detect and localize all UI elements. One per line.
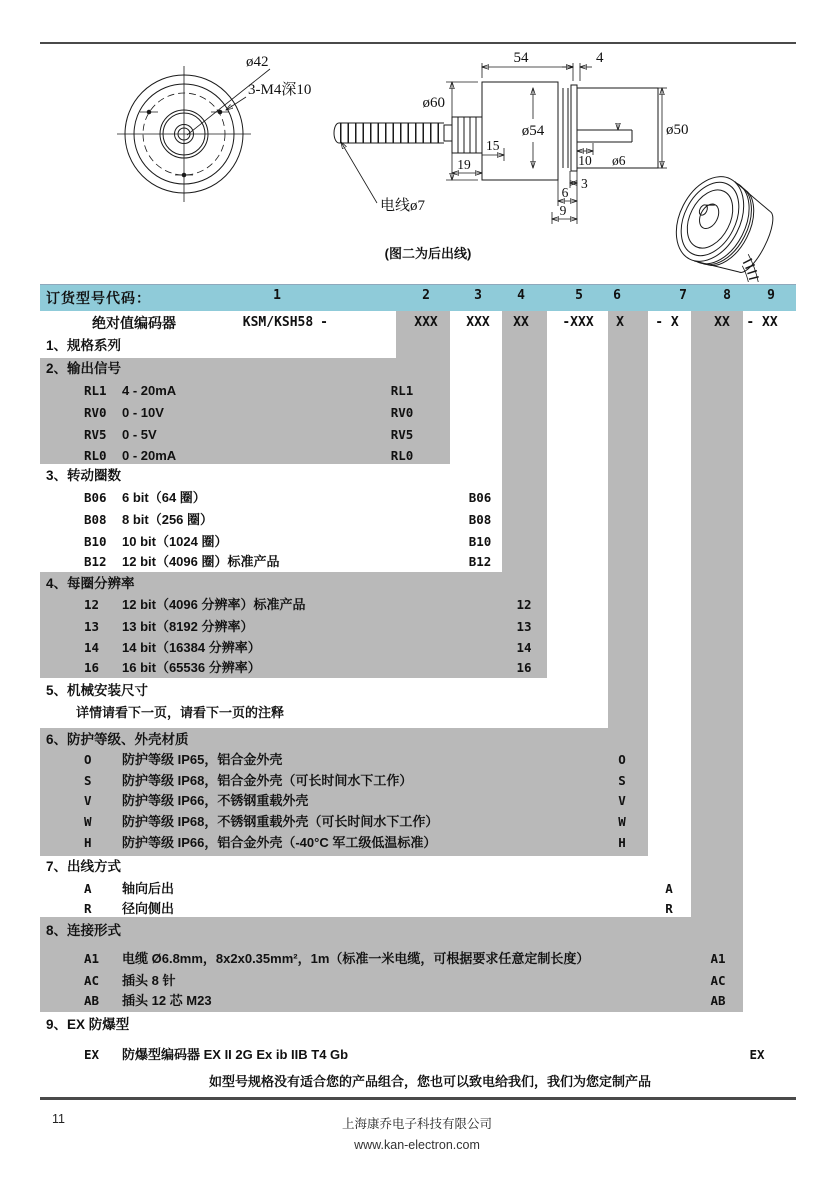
dim-dia6: ø6: [612, 153, 626, 168]
column-number-6: 6: [613, 288, 621, 303]
column-number-7: 7: [679, 288, 687, 303]
section-1-header: 1、规格系列: [46, 338, 122, 353]
dim-19: 19: [457, 157, 471, 172]
model-row-label: 绝对值编码器: [92, 315, 176, 331]
option-code: 16: [84, 660, 100, 675]
option-code-right: B06: [468, 490, 492, 505]
option-code: RV5: [84, 427, 107, 442]
option-code-right: AB: [710, 993, 726, 1008]
section-8-header: 8、连接形式: [46, 923, 122, 938]
section-3-header: 3、转动圈数: [46, 468, 122, 483]
bottom-rule: [40, 1097, 796, 1100]
option-desc: 10 bit（1024 圈）: [122, 534, 228, 549]
option-desc: 12 bit（4096 圈）标准产品: [122, 554, 280, 569]
figure-caption: (图二为后出线): [384, 246, 472, 261]
option-code: O: [84, 752, 92, 767]
option-desc: 插头 8 针: [122, 973, 176, 988]
option-code-right: RL1: [390, 383, 414, 398]
section-5-note: 详情请看下一页，请看下一页的注释: [76, 705, 285, 720]
option-code-right: R: [665, 901, 673, 916]
option-code-right: 13: [516, 619, 532, 634]
option-code-right: V: [618, 793, 626, 808]
front-view-drawing: [117, 54, 311, 202]
section-4-header: 4、每圈分辨率: [46, 576, 135, 591]
column-number-4: 4: [517, 288, 525, 303]
model-code-2: XXX: [414, 315, 438, 330]
option-code: 14: [84, 640, 100, 655]
option-desc: 0 - 10V: [122, 405, 164, 420]
column-number-9: 9: [767, 288, 775, 303]
model-base-code: KSM/KSH58: [242, 315, 314, 330]
option-desc: 防爆型编码器 EX II 2G Ex ib IIB T4 Gb: [122, 1047, 349, 1062]
section-2-header: 2、输出信号: [46, 361, 122, 376]
dim-54: 54: [513, 50, 529, 66]
option-code-right: W: [618, 814, 626, 829]
order-code-title: 订货型号代码：: [46, 290, 151, 306]
option-code: AC: [84, 973, 100, 988]
option-desc: 13 bit（8192 分辨率）: [122, 619, 254, 634]
option-desc: 0 - 20mA: [122, 448, 177, 463]
option-desc: 16 bit（65536 分辨率）: [122, 660, 261, 675]
option-code: 13: [84, 619, 100, 634]
dim-3m4: 3-M4深10: [248, 82, 312, 98]
top-rule: [40, 42, 796, 44]
option-code: AB: [84, 993, 100, 1008]
option-code: B10: [84, 534, 107, 549]
option-code-right: B10: [468, 534, 492, 549]
product-photo: [660, 165, 800, 282]
option-desc: 14 bit（16384 分辨率）: [122, 640, 261, 655]
option-desc: 6 bit（64 圈）: [122, 490, 206, 505]
option-code: RL1: [84, 383, 107, 398]
option-desc: 防护等级 IP68，铝合金外壳（可长时间水下工作）: [122, 773, 413, 788]
column-band-8: [691, 310, 743, 1012]
dim-9: 9: [559, 203, 567, 218]
technical-drawings: [40, 45, 800, 282]
option-desc: 防护等级 IP68，不锈钢重载外壳（可长时间水下工作）: [122, 814, 439, 829]
cable-dia-label: 电线ø7: [380, 198, 426, 214]
option-code: 12: [84, 597, 100, 612]
option-code-right: RV5: [390, 427, 414, 442]
option-code-right: A1: [710, 951, 726, 966]
dim-dia42: ø42: [246, 54, 269, 70]
option-code-right: A: [665, 881, 673, 896]
section-9-header: 9、EX 防爆型: [46, 1017, 130, 1032]
model-code-3: XXX: [466, 315, 490, 330]
option-desc: 轴向后出: [122, 881, 175, 896]
dim-dia50: ø50: [666, 122, 689, 138]
dim-4: 4: [596, 50, 604, 66]
option-code-right: 14: [516, 640, 532, 655]
model-code-9: - XX: [746, 315, 778, 330]
model-code-4: XX: [513, 315, 529, 330]
dim-10: 10: [578, 153, 592, 168]
option-code: S: [84, 773, 92, 788]
option-code: B08: [84, 512, 107, 527]
option-code: H: [84, 835, 92, 850]
page-number: 11: [52, 1112, 65, 1126]
dim-15: 15: [486, 138, 500, 153]
option-desc: 8 bit（256 圈）: [122, 512, 214, 527]
custom-order-note: 如型号规格没有适合您的产品组合，您也可以致电给我们，我们为您定制产品: [208, 1074, 652, 1089]
column-number-5: 5: [575, 288, 583, 303]
section-7-header: 7、出线方式: [46, 859, 122, 874]
option-code-right: B12: [468, 554, 492, 569]
column-number-8: 8: [723, 288, 731, 303]
column-number-2: 2: [422, 288, 430, 303]
option-code-right: EX: [749, 1047, 765, 1062]
option-desc: 电缆 Ø6.8mm，8x2x0.35mm²，1m（标准一米电缆，可根据要求任意定制长度）: [122, 951, 590, 966]
dim-3: 3: [581, 176, 588, 191]
option-desc: 0 - 5V: [122, 427, 157, 442]
option-code: RL0: [84, 448, 107, 463]
section-6-header: 6、防护等级、外壳材质: [46, 732, 189, 747]
model-code-6: X: [616, 315, 624, 330]
option-code-right: B08: [468, 512, 492, 527]
footer-company: 上海康乔电子科技有限公司: [341, 1117, 493, 1131]
option-code-right: RL0: [390, 448, 414, 463]
side-view-drawing: [334, 50, 689, 261]
option-desc: 防护等级 IP66，不锈钢重载外壳: [122, 793, 309, 808]
option-desc: 防护等级 IP66，铝合金外壳（-40°C 军工级低温标准）: [122, 835, 437, 850]
section-5-header: 5、机械安装尺寸: [46, 683, 149, 698]
option-desc: 防护等级 IP65，铝合金外壳: [122, 752, 283, 767]
option-code: RV0: [84, 405, 107, 420]
option-code-right: RV0: [390, 405, 414, 420]
option-code-right: H: [618, 835, 626, 850]
model-code-7: - X: [655, 315, 679, 330]
model-code-5: -XXX: [562, 315, 594, 330]
model-dash: -: [320, 315, 328, 330]
option-code-right: 16: [516, 660, 532, 675]
dim-dia54: ø54: [521, 123, 545, 139]
option-code-right: S: [618, 773, 626, 788]
option-code: B12: [84, 554, 107, 569]
option-desc: 插头 12 芯 M23: [122, 993, 212, 1008]
option-desc: 4 - 20mA: [122, 383, 177, 398]
option-desc: 12 bit（4096 分辨率）标准产品: [122, 597, 306, 612]
order-code-header-bar: [40, 284, 796, 311]
option-code-right: 12: [516, 597, 532, 612]
option-code: A1: [84, 951, 100, 966]
column-number-3: 3: [474, 288, 482, 303]
option-code: V: [84, 793, 92, 808]
option-code-right: O: [618, 752, 626, 767]
column-number-1: 1: [273, 288, 281, 303]
option-code: B06: [84, 490, 107, 505]
model-code-8: XX: [714, 315, 730, 330]
option-code-right: AC: [710, 973, 726, 988]
option-code: W: [84, 814, 92, 829]
option-desc: 径向侧出: [122, 901, 175, 916]
option-code: A: [84, 881, 92, 896]
dim-dia60: ø60: [422, 95, 445, 111]
option-code: R: [84, 901, 92, 916]
option-code: EX: [84, 1047, 100, 1062]
dim-6: 6: [561, 185, 569, 200]
footer-website: www.kan-electron.com: [354, 1138, 480, 1152]
